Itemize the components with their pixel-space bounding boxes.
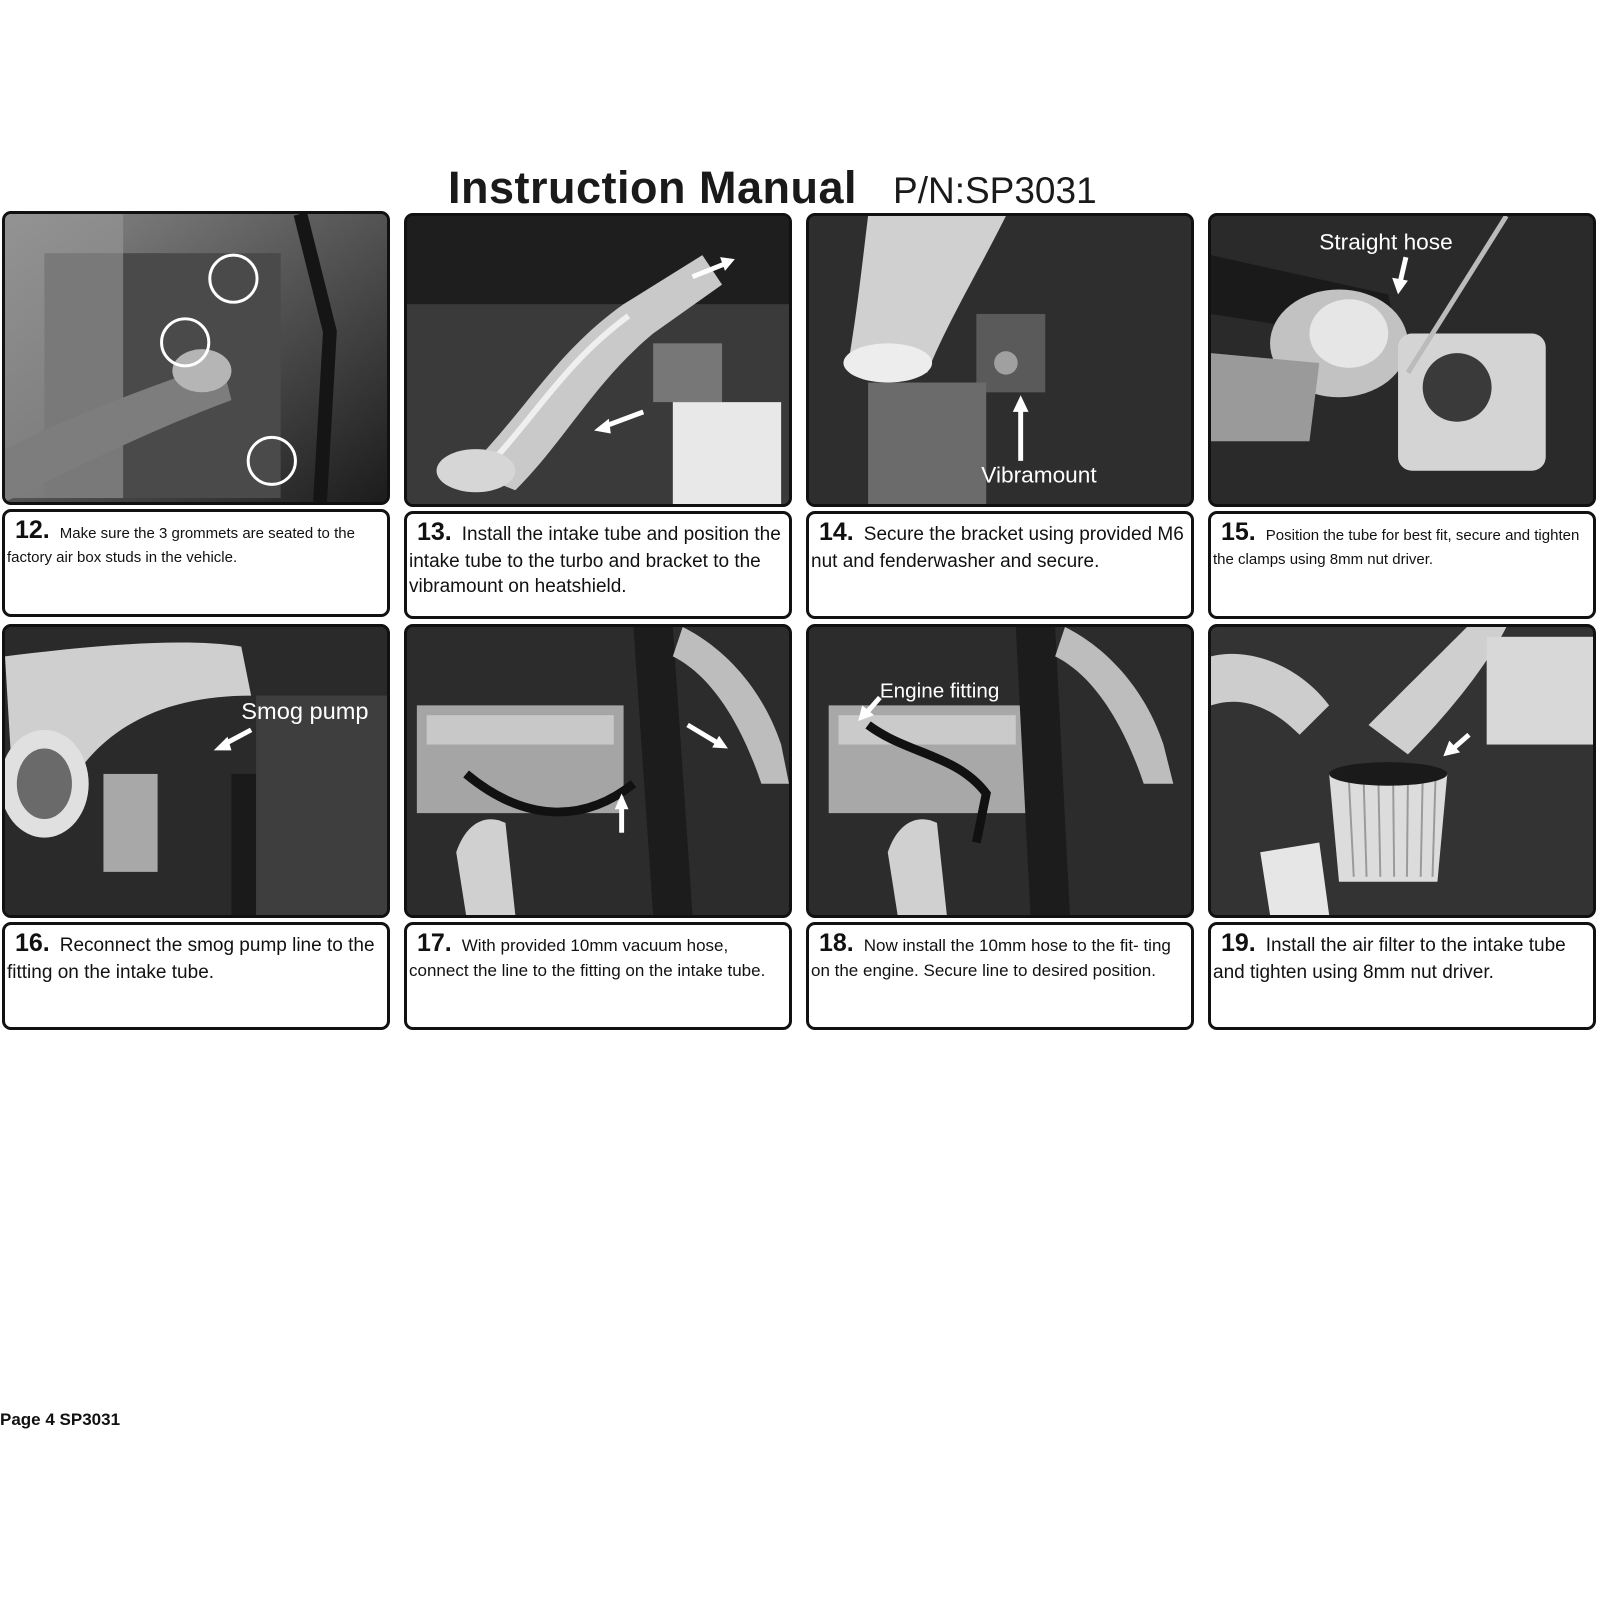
step-number: 17. (417, 929, 452, 957)
part-number: P/N:SP3031 (893, 170, 1097, 211)
step-text: Install the air filter to the intake tube and tighten using 8mm nut driver. (1213, 935, 1566, 983)
step-text: Make sure the 3 grommets are seated to the factory air box studs in the vehicle. (7, 525, 355, 566)
step-text: Now install the 10mm hose to the fit- ting on the engine. Secure line to desired position. (811, 936, 1171, 980)
step-photo-13 (404, 213, 792, 507)
step-caption-12 (2, 509, 390, 617)
step-caption-14 (806, 511, 1194, 619)
step-photo-18 (806, 624, 1194, 918)
step-text: With provided 10mm vacuum hose, connect the line to the fitting on the intake tube. (409, 936, 766, 980)
engine-bay-photo (5, 627, 387, 915)
step-caption-18 (806, 922, 1194, 1030)
step-photo-14 (806, 213, 1194, 507)
engine-bay-photo (5, 214, 387, 502)
step-number: 16. (15, 929, 50, 957)
page-footer: Page 4 SP3031 (0, 1410, 121, 1429)
engine-bay-photo (809, 216, 1191, 504)
step-caption-15 (1208, 511, 1596, 619)
step-number: 12. (15, 516, 50, 544)
engine-bay-photo (809, 627, 1191, 915)
step-text: Position the tube for best fit, secure and tighten the clamps using 8mm nut driver. (1213, 527, 1580, 568)
photo-label-straight-hose: Straight hose (1319, 229, 1453, 255)
step-text: Reconnect the smog pump line to the fitting on the intake tube. (7, 935, 375, 983)
step-photo-17 (404, 624, 792, 918)
step-photo-16 (2, 624, 390, 918)
step-number: 18. (819, 929, 854, 957)
step-photo-19 (1208, 624, 1596, 918)
step-photo-12 (2, 211, 390, 505)
photo-label-vibramount: Vibramount (981, 462, 1097, 488)
step-text: Install the intake tube and position the intake tube to the turbo and bracket to the vibramount on heatshield. (409, 524, 781, 598)
step-number: 19. (1221, 929, 1256, 957)
step-text: Secure the bracket using provided M6 nut and fenderwasher and secure. (811, 524, 1184, 572)
engine-bay-photo (1211, 216, 1593, 504)
photo-label-engine-fitting: Engine fitting (879, 679, 1000, 703)
photo-label-smog-pump: Smog pump (241, 698, 369, 725)
manual-title: Instruction Manual (448, 162, 858, 213)
engine-bay-photo (407, 627, 789, 915)
step-caption-19 (1208, 922, 1596, 1030)
document-title (448, 162, 1097, 216)
step-number: 13. (417, 518, 452, 546)
step-caption-16 (2, 922, 390, 1030)
step-number: 14. (819, 518, 854, 546)
step-caption-17 (404, 922, 792, 1030)
step-caption-13 (404, 511, 792, 619)
engine-bay-photo (407, 216, 789, 504)
step-number: 15. (1221, 518, 1256, 546)
step-photo-15 (1208, 213, 1596, 507)
engine-bay-photo (1211, 627, 1593, 915)
